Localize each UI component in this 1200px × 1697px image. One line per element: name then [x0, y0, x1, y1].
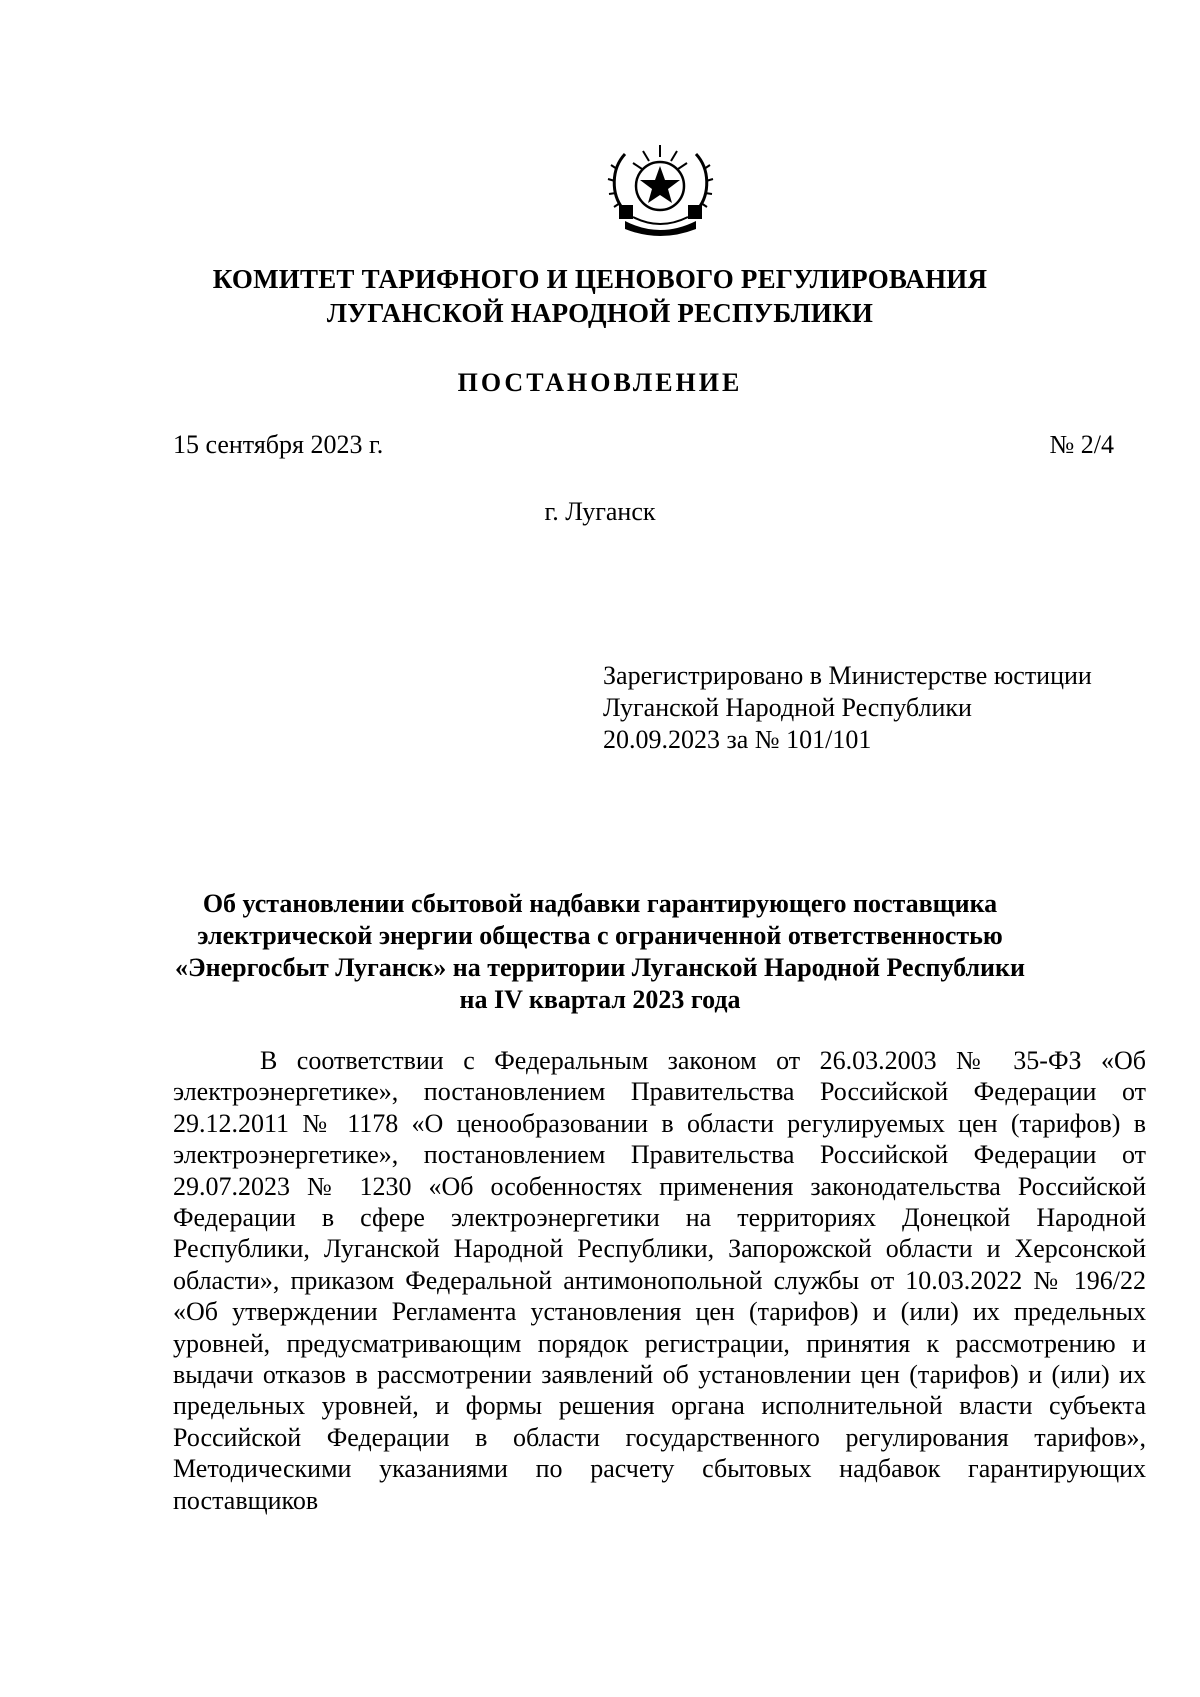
document-date: 15 сентября 2023 г. [173, 430, 384, 459]
registration-line1: Зарегистрировано в Министерстве юстиции [603, 661, 1092, 690]
document-type: ПОСТАНОВЛЕНИЕ [457, 368, 743, 397]
organization-name [0, 262, 1200, 330]
registration-line2: Луганской Народной Республики [603, 693, 972, 722]
document-title [0, 888, 1200, 1016]
document-number: № 2/4 [1049, 430, 1114, 459]
document-title-line3: «Энергосбыт Луганск» на территории Луганской Народной Республики [175, 953, 1025, 982]
organization-name-line1: КОМИТЕТ ТАРИФНОГО И ЦЕНОВОГО РЕГУЛИРОВАНИЯ [212, 264, 988, 294]
document-title-line2: электрической энергии общества с ограниченной ответственностью [197, 921, 1003, 950]
document-title-line4: на IV квартал 2023 года [459, 985, 741, 1014]
document-city: г. Луганск [544, 497, 656, 526]
coat-of-arms-emblem [603, 139, 718, 241]
body-paragraph: В соответствии с Федеральным законом от 26.03.2003 № 35-ФЗ «Об электроэнергетике», постановлением Правительства Российской Федерации от 29.12.2011 № 1178 «О ценообразовании в области регулируемых цен (тарифов) в электроэнергетике», постановлением Правительства Российской Федерации от 29.07.2023 № 1230 «Об особенностях применения законодательства Российской Федерации в сфере электроэнергетики на территориях Донецкой Народной Республики, Луганской Народной Республики, Запорожской области и Херсонской области», приказом Федеральной антимонопольной службы от 10.03.2022 № 196/22 «Об утверждении Регламента установления цен (тарифов) и (или) их предельных уровней, предусматривающим порядок регистрации, принятия к рассмотрению и выдачи отказов в рассмотрении заявлений об установлении цен (тарифов) и (или) их предельных уровней, и формы решения органа исполнительной власти субъекта Российской Федерации в области государственного регулирования тарифов», Методическими указаниями по расчету сбытовых надбавок гарантирующих поставщиков [173, 1046, 1146, 1515]
registration-note [603, 660, 1092, 756]
registration-line3: 20.09.2023 за № 101/101 [603, 725, 872, 754]
document-title-line1: Об установлении сбытовой надбавки гарантирующего поставщика [202, 889, 998, 918]
organization-name-line2: ЛУГАНСКОЙ НАРОДНОЙ РЕСПУБЛИКИ [326, 298, 874, 328]
